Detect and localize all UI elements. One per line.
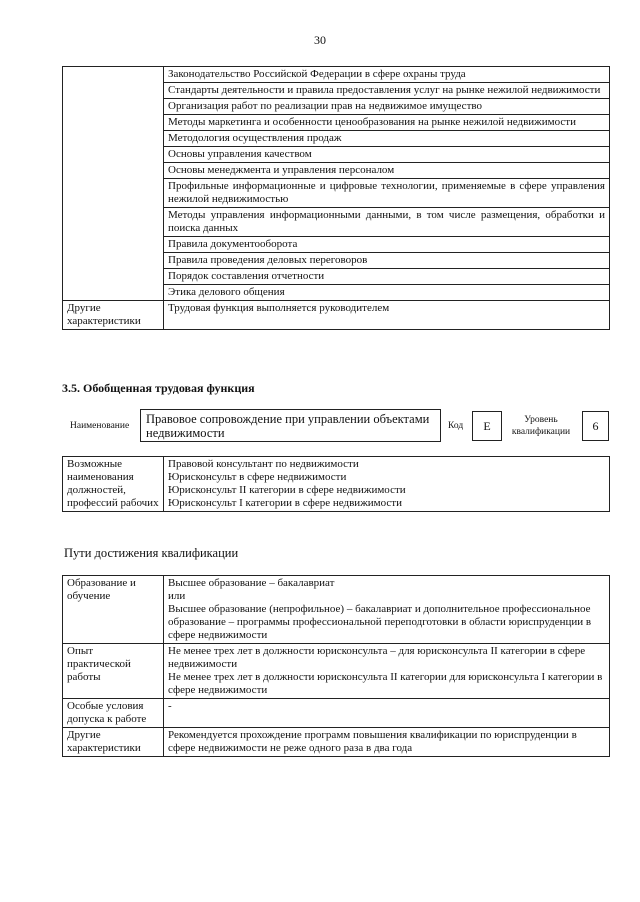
- positions-table: [62, 456, 610, 512]
- qualification-table: [62, 575, 610, 757]
- position-item: Юрисконсульт в сфере недвижимости: [168, 471, 347, 483]
- education-line: или: [168, 590, 186, 602]
- other-characteristics-value: Трудовая функция выполняется руководителем: [164, 301, 610, 330]
- education-line: Высшее образование (непрофильное) – бакалавриат и дополнительное профессиональное образование – программы профессиональной переподготовки в области юриспруденции в сфере недвижимости: [168, 603, 592, 641]
- page-number: 30: [314, 33, 326, 47]
- other-characteristics-label: Другие характеристики: [63, 728, 164, 757]
- education-label: Образование и обучение: [63, 576, 164, 644]
- experience-label: Опыт практической работы: [63, 644, 164, 699]
- requirements-table: [62, 66, 610, 330]
- section-heading: 3.5. Обобщенная трудовая функция: [62, 381, 255, 395]
- requirement-item: Правила проведения деловых переговоров: [164, 253, 610, 269]
- special-conditions-value: [164, 699, 610, 728]
- requirement-item: Методология осуществления продаж: [164, 131, 610, 147]
- requirement-item: Порядок составления отчетности: [164, 269, 610, 285]
- experience-line: Не менее трех лет в должности юрисконсульта II категории для юрисконсульта I категории в сфере недвижимости: [168, 671, 603, 696]
- other-characteristics-label: Другие характеристики: [63, 301, 164, 330]
- table-row: [63, 576, 610, 644]
- special-conditions-line: -: [168, 700, 172, 712]
- requirement-item: Методы управления информационными данными, в том числе размещения, обработки и поиска данных: [164, 208, 610, 237]
- position-item: Правовой консультант по недвижимости: [168, 458, 359, 470]
- requirement-item: Основы управления качеством: [164, 147, 610, 163]
- education-line: Высшее образование – бакалавриат: [168, 577, 335, 589]
- special-conditions-label: Особые условия допуска к работе: [63, 699, 164, 728]
- code-field: Е: [472, 411, 502, 441]
- requirement-item: Законодательство Российской Федерации в сфере охраны труда: [164, 67, 610, 83]
- name-label: Наименование: [70, 421, 130, 431]
- level-label: Уровень квалификации: [511, 415, 571, 437]
- code-label: Код: [448, 421, 464, 431]
- positions-label: Возможные наименования должностей, профессий рабочих: [63, 457, 164, 512]
- position-item: Юрисконсульт I категории в сфере недвижимости: [168, 497, 402, 509]
- function-name-field: Правовое сопровождение при управлении объектами недвижимости: [140, 409, 441, 442]
- requirement-item: Организация работ по реализации прав на недвижимое имущество: [164, 99, 610, 115]
- table-row: [63, 644, 610, 699]
- qualification-heading: Пути достижения квалификации: [64, 546, 239, 560]
- requirements-label-cell: [63, 67, 164, 301]
- table-row: [63, 457, 610, 512]
- requirement-item: Стандарты деятельности и правила предоставления услуг на рынке нежилой недвижимости: [164, 83, 610, 99]
- other-characteristics-line: Рекомендуется прохождение программ повышения квалификации по юриспруденции в сфере недвижимости не реже одного раза в два года: [168, 729, 577, 754]
- table-row: [63, 67, 610, 83]
- position-item: Юрисконсульт II категории в сфере недвижимости: [168, 484, 406, 496]
- requirement-item: Правила документооборота: [164, 237, 610, 253]
- level-field: 6: [582, 411, 609, 441]
- requirement-item: Профильные информационные и цифровые технологии, применяемые в сфере управления нежилой недвижимостью: [164, 179, 610, 208]
- table-row: [63, 728, 610, 757]
- education-value: [164, 576, 610, 644]
- requirement-item: Методы маркетинга и особенности ценообразования на рынке нежилой недвижимости: [164, 115, 610, 131]
- positions-list: [164, 457, 610, 512]
- experience-line: Не менее трех лет в должности юрисконсульта – для юрисконсульта II категории в сфере недвижимости: [168, 645, 586, 670]
- other-characteristics-value: [164, 728, 610, 757]
- requirement-item: Этика делового общения: [164, 285, 610, 301]
- experience-value: [164, 644, 610, 699]
- table-row: [63, 301, 610, 330]
- requirement-item: Основы менеджмента и управления персоналом: [164, 163, 610, 179]
- table-row: [63, 699, 610, 728]
